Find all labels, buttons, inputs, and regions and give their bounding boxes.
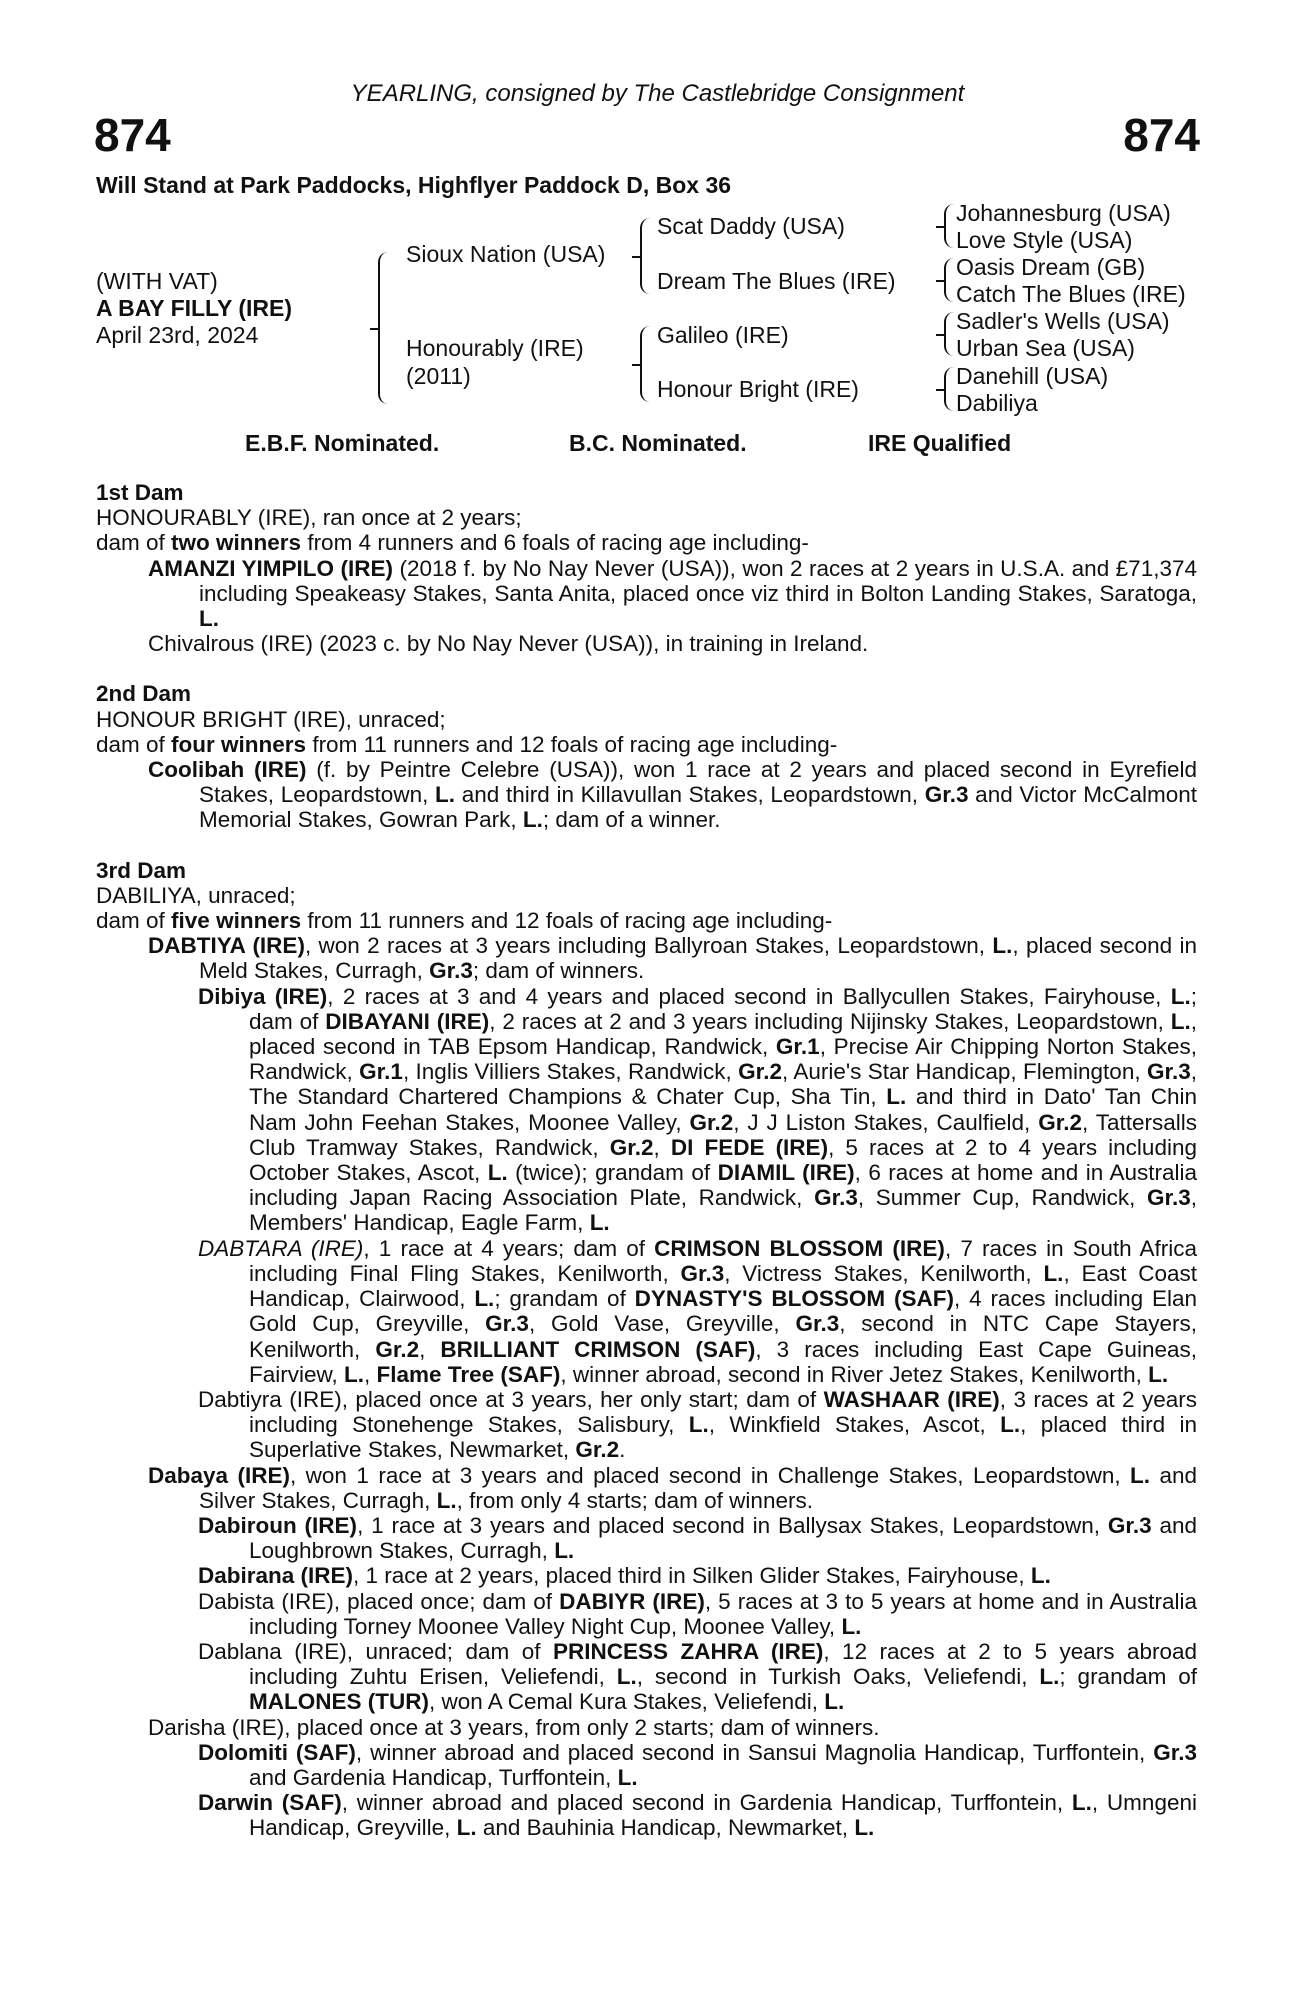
bold-run: Gr.2 bbox=[1038, 1109, 1082, 1135]
bold-run: L. bbox=[456, 1815, 477, 1841]
bold-run: L. bbox=[199, 606, 219, 632]
pedigree-paragraph bbox=[96, 933, 1197, 983]
pedigree-paragraph bbox=[96, 1740, 1197, 1790]
text-run: , winner abroad, second in River Jetez Stakes, Kenilworth, bbox=[560, 1361, 1149, 1387]
text-run: , placed second in Meld Stakes, Curragh, bbox=[199, 933, 1197, 984]
text-run: , won 1 race at 3 years and placed second in Challenge Stakes, Leopardstown, bbox=[289, 1462, 1131, 1488]
bold-run: Gr.2 bbox=[375, 1336, 420, 1362]
text-run: , 3 races at 2 years including Stonehenge Stakes, Salisbury, bbox=[249, 1386, 1197, 1438]
text-run: from 11 runners and 12 foals of racing age including- bbox=[301, 908, 833, 934]
bold-run: Gr.2 bbox=[689, 1109, 734, 1135]
text-run: , 2 races at 2 and 3 years including Nijinsky Stakes, Leopardstown, bbox=[489, 1008, 1171, 1034]
text-run: , 5 races at 2 to 4 years including October Stakes, Ascot, bbox=[249, 1134, 1197, 1186]
bold-run: AMANZI YIMPILO (IRE) bbox=[148, 555, 394, 581]
text-run: and third in Dato' Tan Chin Nam John Feehan Stakes, Moonee Valley, bbox=[249, 1084, 1198, 1135]
granddam-1: Dream The Blues (IRE) bbox=[657, 268, 896, 294]
bold-run: Gr.1 bbox=[359, 1059, 403, 1085]
pedigree-paragraph bbox=[96, 984, 1197, 1236]
ancestor-gen3: Oasis Dream (GB) bbox=[956, 254, 1146, 280]
bold-run: Darwin (SAF) bbox=[198, 1790, 342, 1816]
brace-icon bbox=[944, 258, 954, 302]
bold-run: L. bbox=[886, 1084, 907, 1110]
bold-run: L. bbox=[1039, 1664, 1060, 1690]
bold-run: DABIYR (IRE) bbox=[559, 1588, 705, 1614]
text-run: , J J Liston Stakes, Caulfield, bbox=[733, 1109, 1039, 1135]
bold-run: Gr.3 bbox=[924, 782, 969, 808]
pedigree-paragraph bbox=[96, 1563, 1197, 1588]
granddam-2: Honour Bright (IRE) bbox=[657, 376, 859, 402]
text-run: , Aurie's Star Handicap, Flemington, bbox=[781, 1059, 1147, 1085]
text-run: (2018 f. by No Nay Never (USA)), won 2 races at 2 years in U.S.A. and £71,374 including Speakeasy Stakes, Santa Anita, placed once viz third in Bolton Landing Stakes, Saratoga, bbox=[199, 555, 1197, 606]
bold-run: CRIMSON BLOSSOM (IRE) bbox=[654, 1235, 945, 1261]
text-run: and Silver Stakes, Curragh, bbox=[199, 1462, 1198, 1513]
grandsire-1: Scat Daddy (USA) bbox=[657, 213, 845, 239]
text-run: , bbox=[653, 1134, 671, 1160]
text-run: , East Coast Handicap, Clairwood, bbox=[249, 1260, 1197, 1312]
ebf-nomination: E.B.F. Nominated. bbox=[245, 430, 440, 456]
text-run: DABILIYA, unraced; bbox=[96, 882, 296, 908]
bold-run: PRINCESS ZAHRA (IRE) bbox=[552, 1638, 824, 1664]
bold-run: Flame Tree (SAF) bbox=[376, 1361, 561, 1387]
ancestor-gen3: Urban Sea (USA) bbox=[956, 335, 1135, 361]
bold-run: two winners bbox=[171, 530, 302, 556]
ancestor-gen3: Dabiliya bbox=[956, 390, 1038, 416]
bold-run: L. bbox=[474, 1286, 495, 1312]
text-run: , won A Cemal Kura Stakes, Veliefendi, bbox=[428, 1689, 825, 1715]
bold-run: L. bbox=[688, 1412, 709, 1438]
pedigree-paragraph bbox=[96, 505, 1197, 530]
text-run: (twice); grandam of bbox=[507, 1160, 718, 1186]
bold-run: L. bbox=[617, 1764, 638, 1790]
text-run: , Umngeni Handicap, Greyville, bbox=[249, 1790, 1197, 1841]
text-run: , from only 4 starts; dam of winners. bbox=[456, 1487, 813, 1513]
bold-run: L. bbox=[522, 807, 543, 833]
bold-run: L. bbox=[992, 933, 1013, 959]
bold-run: L. bbox=[854, 1815, 875, 1841]
text-run: dam of bbox=[96, 908, 172, 934]
text-run: , Winkfield Stakes, Ascot, bbox=[708, 1412, 1001, 1438]
pedigree-paragraph bbox=[96, 1513, 1197, 1563]
ancestor-gen3: Catch The Blues (IRE) bbox=[956, 281, 1186, 307]
bold-run: Dibiya (IRE) bbox=[198, 983, 328, 1009]
lot-number-left: 874 bbox=[94, 109, 171, 161]
horse-name: A BAY FILLY (IRE) bbox=[96, 295, 292, 321]
brace-icon bbox=[640, 326, 650, 402]
bold-run: DI FEDE (IRE) bbox=[670, 1134, 829, 1160]
section-3rd-dam bbox=[96, 858, 1197, 1841]
bold-run: L. bbox=[1030, 1563, 1051, 1589]
bold-run: Gr.2 bbox=[609, 1134, 654, 1160]
text-run: and Gardenia Handicap, Turffontein, bbox=[249, 1764, 618, 1790]
pedigree-paragraph bbox=[96, 530, 1197, 555]
text-run: ; grandam of bbox=[1059, 1664, 1197, 1690]
text-run: Dabtiyra (IRE), placed once at 3 years, her only start; dam of bbox=[198, 1386, 824, 1412]
bold-run: five winners bbox=[171, 908, 302, 934]
text-run: (f. by Peintre Celebre (USA)), won 1 race at 2 years and placed second in Eyrefield Stakes, Leopardstown, bbox=[199, 757, 1197, 808]
bold-run: Dabaya (IRE) bbox=[148, 1462, 290, 1488]
section-heading: 2nd Dam bbox=[96, 681, 192, 707]
bold-run: Gr.2 bbox=[738, 1059, 782, 1085]
bold-run: Dabiroun (IRE) bbox=[198, 1512, 358, 1538]
bold-run: DYNASTY'S BLOSSOM (SAF) bbox=[634, 1286, 954, 1312]
text-run: , 1 race at 2 years, placed third in Silken Glider Stakes, Fairyhouse, bbox=[353, 1563, 1031, 1589]
bold-run: Dolomiti (SAF) bbox=[198, 1739, 356, 1765]
text-run: from 11 runners and 12 foals of racing age including- bbox=[306, 731, 838, 757]
text-run: , Summer Cup, Randwick, bbox=[857, 1185, 1147, 1211]
bold-run: L. bbox=[841, 1613, 862, 1639]
pedigree-paragraph bbox=[96, 1236, 1197, 1387]
text-run: Chivalrous (IRE) (2023 c. by No Nay Never (USA)), in training in Ireland. bbox=[148, 631, 869, 657]
bold-run: Gr.1 bbox=[775, 1034, 820, 1060]
text-run: ; grandam of bbox=[494, 1286, 635, 1312]
text-run: ; dam of winners. bbox=[472, 958, 645, 984]
bold-run: DIBAYANI (IRE) bbox=[325, 1008, 490, 1034]
ancestor-gen3: Johannesburg (USA) bbox=[956, 200, 1171, 226]
brace-icon bbox=[378, 252, 388, 404]
bold-run: Dabirana (IRE) bbox=[198, 1563, 354, 1589]
section-heading: 1st Dam bbox=[96, 480, 184, 505]
bold-run: Gr.3 bbox=[1107, 1512, 1152, 1538]
text-run: and Bauhinia Handicap, Newmarket, bbox=[476, 1815, 855, 1841]
pedigree-paragraph bbox=[96, 732, 1197, 757]
text-run: from 4 runners and 6 foals of racing age including- bbox=[301, 530, 809, 556]
section-heading: 3rd Dam bbox=[96, 857, 187, 883]
grandsire-2: Galileo (IRE) bbox=[657, 322, 789, 348]
text-run: ; dam of bbox=[249, 983, 1197, 1034]
bold-run: L. bbox=[1148, 1361, 1169, 1387]
text-run: Darisha (IRE), placed once at 3 years, from only 2 starts; dam of winners. bbox=[148, 1714, 880, 1740]
bold-run: BRILLIANT CRIMSON (SAF) bbox=[440, 1336, 756, 1362]
text-run: , 1 race at 4 years; dam of bbox=[363, 1235, 655, 1261]
pedigree-paragraph bbox=[96, 707, 1197, 732]
pedigree-paragraph bbox=[96, 757, 1197, 833]
bold-run: Gr.3 bbox=[485, 1311, 529, 1337]
consignment-line: YEARLING, consigned by The Castlebridge Consignment bbox=[350, 80, 965, 107]
bold-run: Gr.3 bbox=[680, 1260, 725, 1286]
bold-run: Gr.3 bbox=[429, 958, 473, 984]
bold-run: Gr.3 bbox=[795, 1311, 840, 1337]
text-run: , Inglis Villiers Stakes, Randwick, bbox=[402, 1059, 739, 1085]
text-run: , Members' Handicap, Eagle Farm, bbox=[249, 1185, 1197, 1236]
pedigree-paragraph bbox=[96, 1639, 1197, 1715]
text-run: , Tattersalls Club Tramway Stakes, Randwick, bbox=[249, 1109, 1197, 1160]
text-run: and third in Killavullan Stakes, Leopardstown, bbox=[455, 782, 925, 808]
bold-run: L. bbox=[1071, 1790, 1092, 1816]
stand-location: Will Stand at Park Paddocks, Highflyer Paddock D, Box 36 bbox=[96, 172, 732, 198]
foaling-date: April 23rd, 2024 bbox=[96, 322, 259, 348]
text-run: , Precise Air Chipping Norton Stakes, Randwick, bbox=[249, 1034, 1197, 1085]
sire: Sioux Nation (USA) bbox=[406, 241, 606, 267]
bc-nomination: B.C. Nominated. bbox=[569, 430, 747, 456]
bold-run: L. bbox=[487, 1160, 508, 1186]
text-run: , Gold Vase, Greyville, bbox=[528, 1311, 796, 1337]
text-run: , bbox=[364, 1361, 377, 1387]
text-run: , 7 races in South Africa including Final Fling Stakes, Kenilworth, bbox=[249, 1235, 1198, 1286]
text-run: dam of bbox=[96, 530, 172, 556]
bold-run: L. bbox=[1000, 1412, 1021, 1438]
pedigree-paragraph bbox=[96, 1715, 1197, 1740]
bold-run: Coolibah (IRE) bbox=[148, 757, 307, 783]
bold-run: Gr.3 bbox=[814, 1185, 858, 1211]
text-run: Dabista (IRE), placed once; dam of bbox=[198, 1588, 560, 1614]
bold-run: WASHAAR (IRE) bbox=[823, 1386, 1000, 1412]
bold-run: L. bbox=[616, 1664, 637, 1690]
bold-run: L. bbox=[436, 1487, 457, 1513]
pedigree-paragraph bbox=[96, 1589, 1197, 1639]
ire-qualified: IRE Qualified bbox=[868, 430, 1012, 456]
brace-icon bbox=[640, 218, 650, 294]
bold-run: L. bbox=[344, 1361, 365, 1387]
bold-run: Gr.3 bbox=[1146, 1059, 1191, 1085]
bold-run: L. bbox=[589, 1210, 610, 1236]
text-run: HONOURABLY (IRE), ran once at 2 years; bbox=[96, 505, 522, 531]
ancestor-gen3: Love Style (USA) bbox=[956, 227, 1133, 253]
bold-run: MALONES (TUR) bbox=[249, 1689, 429, 1715]
dam-year: (2011) bbox=[406, 363, 471, 389]
pedigree-paragraph bbox=[96, 883, 1197, 908]
text-run: , won 2 races at 3 years including Ballyroan Stakes, Leopardstown, bbox=[304, 933, 993, 959]
text-run: , 12 races at 2 to 5 years abroad including Zuhtu Erisen, Veliefendi, bbox=[249, 1638, 1197, 1690]
lot-number-right: 874 bbox=[1123, 109, 1200, 161]
pedigree-paragraph bbox=[96, 556, 1197, 632]
bold-run: Gr.3 bbox=[1146, 1185, 1191, 1211]
section-2nd-dam bbox=[96, 681, 1197, 832]
pedigree-paragraph bbox=[96, 1463, 1197, 1513]
text-run: ; dam of a winner. bbox=[542, 807, 721, 833]
text-run: , 6 races at home and in Australia including Japan Racing Association Plate, Randwick, bbox=[249, 1160, 1197, 1211]
brace-icon bbox=[944, 367, 954, 411]
italic-run: DABTARA (IRE) bbox=[198, 1235, 364, 1261]
text-run: , The Standard Chartered Champions & Chater Cup, Sha Tin, bbox=[249, 1059, 1197, 1110]
text-run: , winner abroad and placed second in Sansui Magnolia Handicap, Turffontein, bbox=[355, 1739, 1154, 1765]
text-run: HONOUR BRIGHT (IRE), unraced; bbox=[96, 706, 446, 732]
pedigree-paragraph bbox=[96, 631, 1197, 656]
text-run: and Loughbrown Stakes, Curragh, bbox=[249, 1512, 1197, 1564]
text-run: , bbox=[419, 1336, 441, 1362]
pedigree-paragraph bbox=[96, 1790, 1197, 1840]
text-run: , 5 races at 3 to 5 years at home and in Australia including Torney Moonee Valley Night Cup, Moonee Valley, bbox=[249, 1588, 1197, 1639]
bold-run: L. bbox=[1130, 1462, 1151, 1488]
text-run: , 3 races including East Cape Guineas, Fairview, bbox=[249, 1336, 1197, 1387]
vat-note: (WITH VAT) bbox=[96, 268, 218, 294]
bold-run: L. bbox=[1043, 1260, 1064, 1286]
text-run: and Victor McCalmont Memorial Stakes, Gowran Park, bbox=[199, 782, 1197, 833]
bold-run: L. bbox=[1170, 1008, 1191, 1034]
text-run: dam of bbox=[96, 731, 172, 757]
text-run: , winner abroad and placed second in Gardenia Handicap, Turffontein, bbox=[341, 1790, 1072, 1816]
text-run: Dablana (IRE), unraced; dam of bbox=[198, 1638, 553, 1664]
bold-run: Gr.2 bbox=[575, 1437, 620, 1463]
text-run: . bbox=[619, 1437, 626, 1463]
text-run: , second in Turkish Oaks, Veliefendi, bbox=[636, 1664, 1040, 1690]
text-run: , 1 race at 3 years and placed second in Ballysax Stakes, Leopardstown, bbox=[357, 1512, 1108, 1538]
bold-run: L. bbox=[435, 782, 456, 808]
section-1st-dam bbox=[96, 480, 1197, 656]
bold-run: DIAMIL (IRE) bbox=[717, 1160, 855, 1186]
text-run: , placed third in Superlative Stakes, Newmarket, bbox=[249, 1412, 1197, 1463]
pedigree-paragraph bbox=[96, 1387, 1197, 1463]
produce-record bbox=[96, 480, 1197, 1866]
text-run: , second in NTC Cape Stayers, Kenilworth, bbox=[249, 1311, 1198, 1362]
dam: Honourably (IRE) bbox=[406, 335, 584, 361]
pedigree-paragraph bbox=[96, 908, 1197, 933]
text-run: , placed second in TAB Epsom Handicap, Randwick, bbox=[249, 1008, 1197, 1060]
bold-run: L. bbox=[824, 1689, 845, 1715]
text-run: , 2 races at 3 and 4 years and placed second in Ballycullen Stakes, Fairyhouse, bbox=[327, 983, 1171, 1009]
bold-run: Gr.3 bbox=[1153, 1739, 1197, 1765]
bold-run: DABTIYA (IRE) bbox=[148, 933, 305, 959]
bold-run: four winners bbox=[171, 731, 307, 757]
brace-icon bbox=[944, 312, 954, 356]
text-run: , Victress Stakes, Kenilworth, bbox=[724, 1260, 1044, 1286]
text-run: , 4 races including Elan Gold Cup, Greyville, bbox=[249, 1286, 1197, 1337]
bold-run: L. bbox=[1170, 983, 1191, 1009]
ancestor-gen3: Sadler's Wells (USA) bbox=[956, 308, 1170, 334]
ancestor-gen3: Danehill (USA) bbox=[956, 363, 1109, 389]
bold-run: L. bbox=[554, 1538, 575, 1564]
brace-icon bbox=[944, 204, 954, 248]
